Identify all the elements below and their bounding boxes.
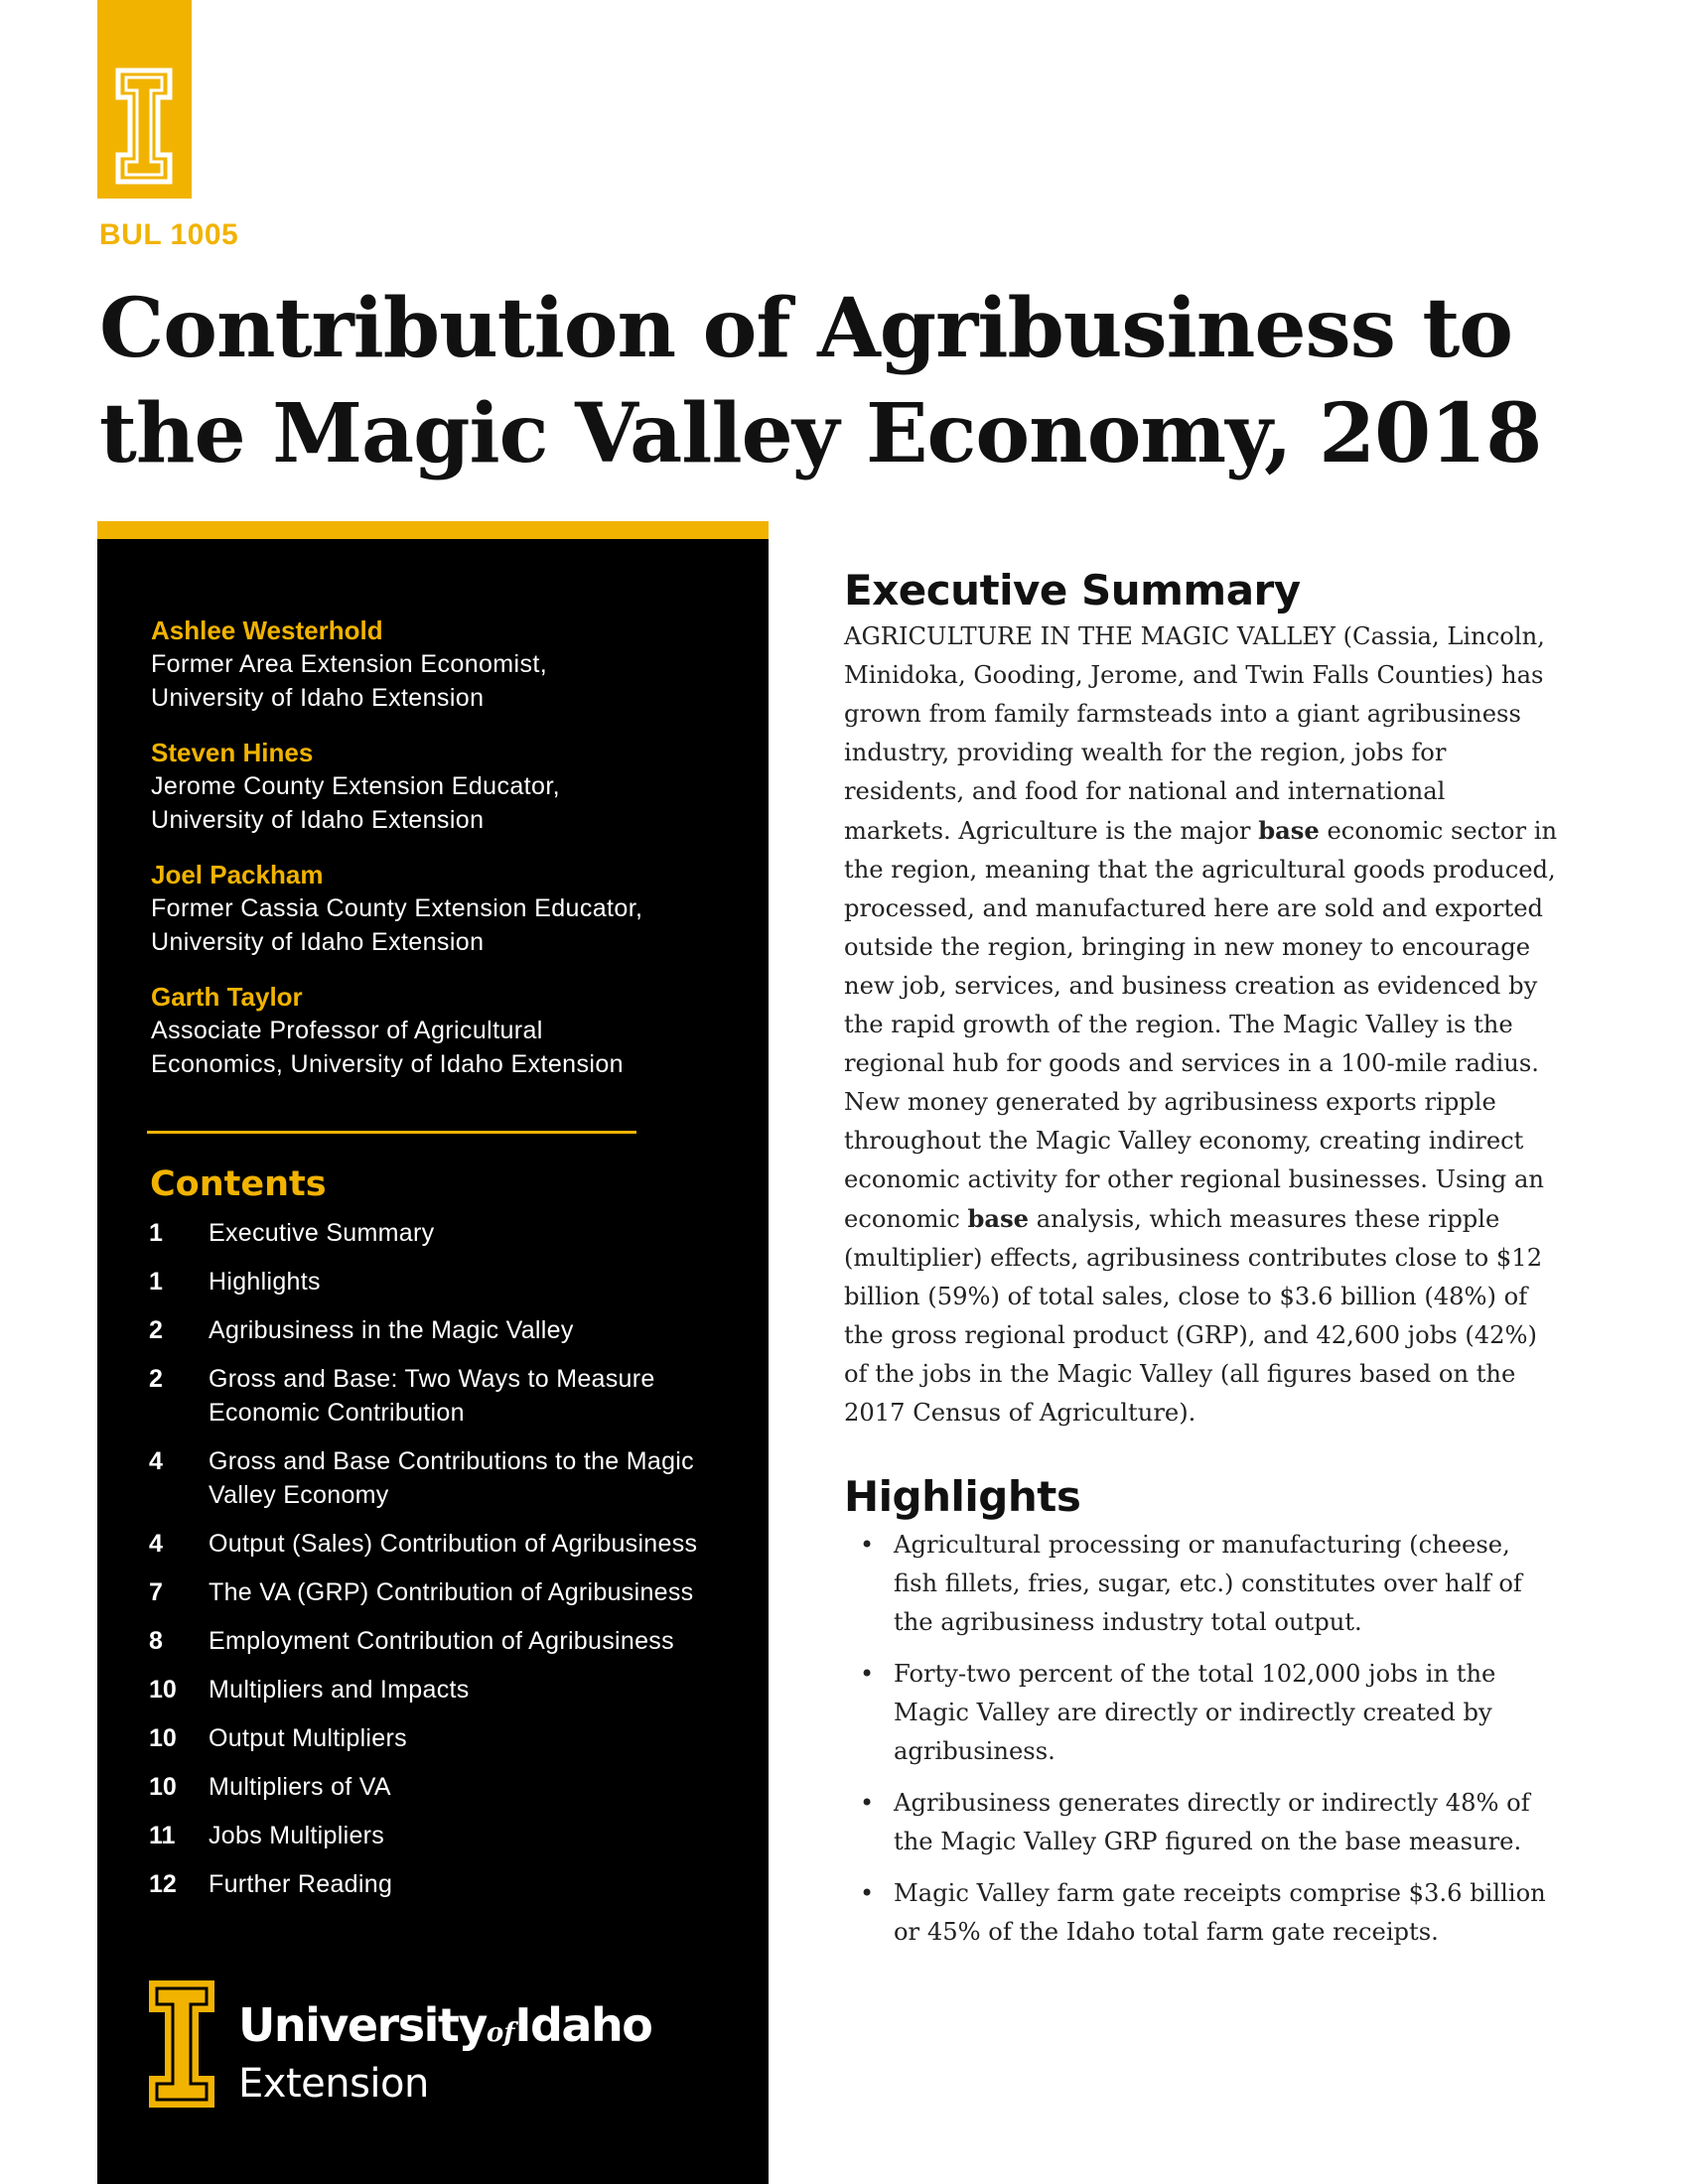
author-affiliation: University of Idaho Extension — [151, 684, 485, 712]
toc-item[interactable] — [149, 1362, 745, 1430]
toc-title: Jobs Multipliers — [209, 1822, 385, 1849]
highlight-text: Magic Valley farm gate receipts comprise $3.6 billion or 45% of the Idaho total farm gate receipts. — [894, 1879, 1546, 1946]
list-item — [844, 1655, 1559, 1771]
sidebar-divider — [147, 1131, 636, 1134]
toc-page-number: 2 — [149, 1365, 163, 1393]
toc-title: The VA (GRP) Contribution of Agribusiness — [209, 1578, 694, 1606]
toc-title: Output Multipliers — [209, 1724, 407, 1752]
author-block — [151, 736, 747, 837]
toc-title: Gross and Base Contributions to the Magic Valley Economy — [209, 1447, 694, 1509]
author-affiliation: University of Idaho Extension — [151, 806, 485, 834]
highlight-text: Forty-two percent of the total 102,000 jobs in the Magic Valley are directly or indirectly created by agribusiness. — [894, 1660, 1496, 1765]
toc-page-number: 10 — [149, 1773, 177, 1801]
toc-title: Employment Contribution of Agribusiness — [209, 1627, 674, 1655]
lead-caps: AGRICULTURE IN THE MAGIC VALLEY — [844, 622, 1336, 650]
toc-page-number: 10 — [149, 1676, 177, 1704]
wordmark-extension: Extension — [238, 2061, 429, 2107]
wordmark-idaho: Idaho — [514, 1998, 652, 2052]
author-name: Joel Packham — [151, 860, 324, 889]
bulletin-code: BUL 1005 — [99, 218, 239, 251]
toc-title: Further Reading — [209, 1870, 393, 1898]
wordmark-of: of — [486, 2018, 515, 2048]
toc-title: Executive Summary — [209, 1219, 435, 1247]
sidebar — [97, 521, 769, 2184]
summary-text-1: (Cassia, Lincoln, Minidoka, Gooding, Jerome, and Twin Falls Counties) has grown from family farmsteads into a giant agribusiness industry, providing wealth for the region, jobs for residents, and food for national and international markets. Agriculture is the major — [844, 622, 1545, 845]
toc-title: Multipliers and Impacts — [209, 1676, 470, 1704]
university-logo-tab — [97, 0, 192, 199]
executive-summary-text — [844, 617, 1559, 1433]
toc-title: Output (Sales) Contribution of Agribusiness — [209, 1530, 698, 1558]
toc-page-number: 12 — [149, 1870, 177, 1898]
wordmark-line-1 — [238, 1998, 651, 2060]
list-item — [844, 1874, 1559, 1952]
toc-page-number: 2 — [149, 1316, 163, 1344]
author-name: Garth Taylor — [151, 982, 303, 1012]
author-block — [151, 980, 747, 1081]
summary-text-2: economic sector in the region, meaning that the agricultural goods produced, processed, and manufactured here are sold and exported outside the region, bringing in new money to encourage new job, services, and business creation as evidenced by the rapid growth of the region. The Magic Valley is the regional hub for goods and services in a 100-mile radius. New money generated by agribusiness exports ripple throughout the Magic Valley economy, creating indirect economic activity for other regional businesses. Using an economic — [844, 817, 1558, 1233]
toc-page-number: 4 — [149, 1530, 163, 1558]
toc-item[interactable] — [149, 1770, 745, 1804]
highlight-text: Agribusiness generates directly or indirectly 48% of the Magic Valley GRP figured on the base measure. — [894, 1789, 1530, 1855]
executive-summary-heading: Executive Summary — [844, 566, 1301, 614]
toc-title: Agribusiness in the Magic Valley — [209, 1316, 574, 1344]
author-block — [151, 614, 747, 715]
author-affiliation: Economics, University of Idaho Extension — [151, 1050, 624, 1078]
bullet-icon: • — [860, 1531, 875, 1559]
toc-page-number: 1 — [149, 1219, 163, 1247]
summary-text-3: analysis, which measures these ripple (multiplier) effects, agribusiness contributes close to $12 billion (59%) of total sales, close to $3.6 billion (48%) of the gross regional product (GRP), and 42,600 jobs (42%) of the jobs in the Magic Valley (all figures based on the 2017 Census of Agriculture). — [844, 1205, 1543, 1427]
summary-bold-1: base — [1258, 816, 1320, 845]
main-content — [844, 566, 1559, 1965]
highlights-list — [844, 1526, 1559, 1952]
toc-item[interactable] — [149, 1624, 745, 1658]
toc-item[interactable] — [149, 1721, 745, 1755]
toc-title: Multipliers of VA — [209, 1773, 391, 1801]
summary-bold-2: base — [967, 1204, 1030, 1233]
toc-page-number: 8 — [149, 1627, 163, 1655]
list-item — [844, 1526, 1559, 1642]
toc-item[interactable] — [149, 1673, 745, 1706]
author-affiliation: University of Idaho Extension — [151, 928, 485, 956]
toc-title: Highlights — [209, 1268, 321, 1296]
toc-item[interactable] — [149, 1575, 745, 1609]
highlights-heading: Highlights — [844, 1472, 1081, 1521]
author-list — [151, 614, 747, 1102]
highlight-text: Agricultural processing or manufacturing (cheese, fish fillets, fries, sugar, etc.) constitutes over half of the agribusiness industry total output. — [894, 1531, 1522, 1636]
bullet-icon: • — [860, 1660, 875, 1688]
bullet-icon: • — [860, 1789, 875, 1817]
toc-page-number: 4 — [149, 1447, 163, 1475]
toc-item[interactable] — [149, 1216, 745, 1250]
block-i-logo-icon — [147, 1979, 216, 2110]
author-title: Former Cassia County Extension Educator, — [151, 894, 643, 922]
author-name: Steven Hines — [151, 738, 314, 767]
block-i-icon — [115, 68, 173, 185]
toc-page-number: 10 — [149, 1724, 177, 1752]
toc-page-number: 7 — [149, 1578, 163, 1606]
university-wordmark — [238, 1998, 651, 2108]
table-of-contents — [149, 1216, 745, 1916]
toc-item[interactable] — [149, 1527, 745, 1561]
toc-item[interactable] — [149, 1867, 745, 1901]
author-title: Jerome County Extension Educator, — [151, 772, 561, 800]
author-name: Ashlee Westerhold — [151, 615, 383, 645]
toc-item[interactable] — [149, 1819, 745, 1852]
university-of-idaho-extension-logo — [147, 1979, 663, 2117]
toc-title: Gross and Base: Two Ways to Measure Economic Contribution — [209, 1365, 655, 1427]
toc-page-number: 1 — [149, 1268, 163, 1296]
toc-item[interactable] — [149, 1313, 745, 1347]
author-title: Associate Professor of Agricultural — [151, 1017, 543, 1044]
author-block — [151, 858, 747, 959]
toc-item[interactable] — [149, 1265, 745, 1298]
toc-page-number: 11 — [149, 1822, 176, 1849]
page-title: Contribution of Agribusiness to the Magic Valley Economy, 2018 — [99, 281, 1542, 481]
wordmark-university: University — [238, 1998, 487, 2052]
bullet-icon: • — [860, 1879, 875, 1907]
list-item — [844, 1784, 1559, 1861]
contents-heading: Contents — [150, 1164, 327, 1204]
toc-item[interactable] — [149, 1444, 745, 1512]
author-title: Former Area Extension Economist, — [151, 650, 548, 678]
